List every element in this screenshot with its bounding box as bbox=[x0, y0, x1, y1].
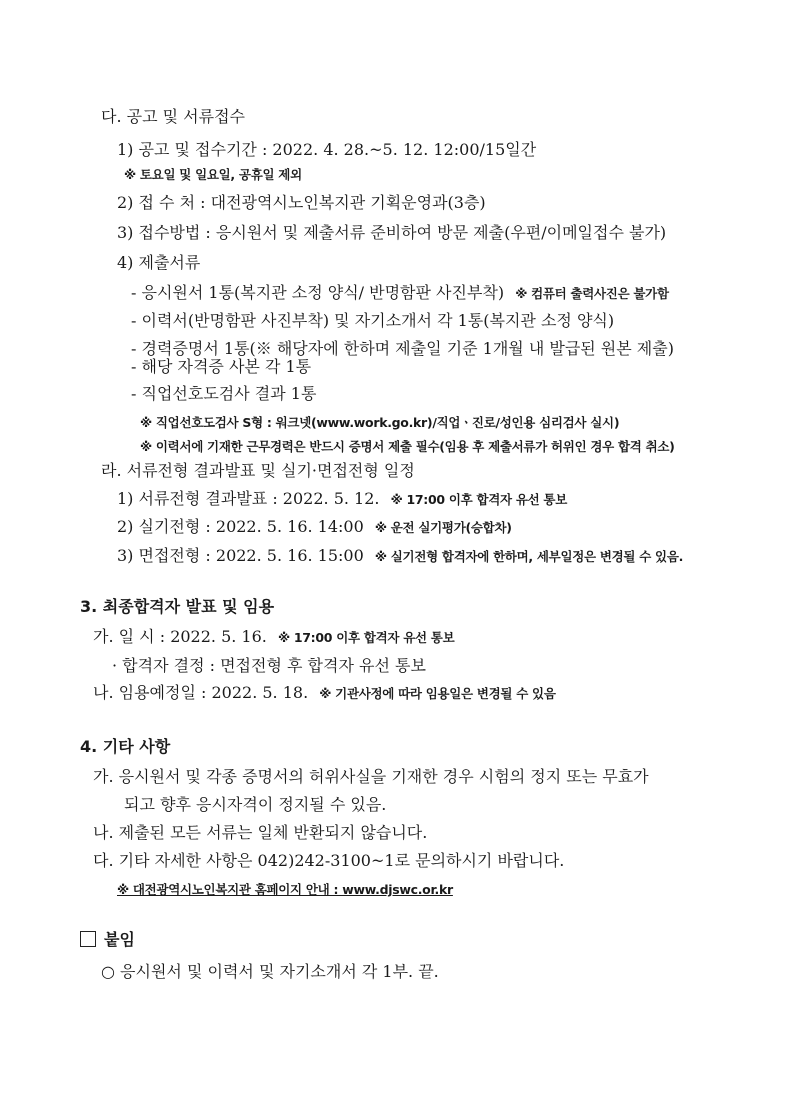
doc-note: ※ 컴퓨터 출력사진은 불가함 bbox=[515, 286, 669, 301]
schedule-text: 1) 서류전형 결과발표 : 2022. 5. 12. bbox=[117, 489, 380, 508]
doc-line bbox=[131, 339, 674, 359]
attachment-heading: 붙임 bbox=[104, 930, 135, 949]
section3-heading: 3. 최종합격자 발표 및 임용 bbox=[80, 597, 275, 616]
announce-date-note: ※ 17:00 이후 합격자 유선 통보 bbox=[277, 630, 455, 645]
schedule-item bbox=[117, 489, 567, 510]
appointment-date-item bbox=[93, 683, 556, 704]
schedule-note: ※ 실기전형 합격자에 한하며, 세부일정은 변경될 수 있음. bbox=[374, 549, 684, 564]
section-ra-heading: 라. 서류전형 결과발표 및 실기·면접전형 일정 bbox=[101, 461, 415, 480]
contact-item: 다. 기타 자세한 사항은 042)242-3100~1로 문의하시기 바랍니다. bbox=[93, 851, 565, 870]
schedule-item bbox=[117, 517, 512, 538]
doc-text: - 경력증명서 1통(※ 해당자에 한하며 제출일 기준 1개월 내 발급된 원본 제출) bbox=[131, 339, 674, 358]
decision-item: · 합격자 결정 : 면접전형 후 합격자 유선 통보 bbox=[112, 656, 426, 675]
documents-item: 4) 제출서류 bbox=[117, 253, 201, 272]
homepage-note: ※ 대전광역시노인복지관 홈페이지 안내 : www.djswc.or.kr bbox=[117, 882, 453, 897]
vocational-test-note: ※ 직업선호도검사 S형 : 워크넷(www.work.go.kr)/직업ㆍ진로/성인용 심리검사 실시) bbox=[140, 415, 620, 430]
doc-line bbox=[131, 283, 669, 304]
doc-text: - 해당 자격증 사본 각 1통 bbox=[131, 357, 312, 376]
doc-line bbox=[131, 384, 316, 404]
schedule-item bbox=[117, 546, 683, 567]
doc-text: - 응시원서 1통(복지관 소정 양식/ 반명함판 사진부착) bbox=[131, 283, 505, 302]
appointment-date-note: ※ 기관사정에 따라 임용일은 변경될 수 있음 bbox=[319, 686, 556, 701]
doc-line bbox=[131, 311, 614, 331]
false-info-item: 가. 응시원서 및 각종 증명서의 허위사실을 기재한 경우 시험의 정지 또는 무효가 bbox=[93, 767, 649, 786]
section4-heading: 4. 기타 사항 bbox=[80, 737, 171, 756]
schedule-text: 3) 면접전형 : 2022. 5. 16. 15:00 bbox=[117, 546, 364, 565]
career-note: ※ 이력서에 기재한 근무경력은 반드시 증명서 제출 필수(임용 후 제출서류가 허위인 경우 합격 취소) bbox=[140, 439, 675, 454]
attachment-heading-line bbox=[80, 930, 135, 950]
schedule-text: 2) 실기전형 : 2022. 5. 16. 14:00 bbox=[117, 517, 364, 536]
period-item: 1) 공고 및 접수기간 : 2022. 4. 28.~5. 12. 12:00/15일간 bbox=[117, 140, 537, 159]
doc-line bbox=[131, 357, 311, 377]
attachment-item: ○ 응시원서 및 이력서 및 자기소개서 각 1부. 끝. bbox=[101, 962, 439, 981]
receipt-method-item: 3) 접수방법 : 응시원서 및 제출서류 준비하여 방문 제출(우편/이메일접수 불가) bbox=[117, 223, 667, 242]
schedule-note: ※ 17:00 이후 합격자 유선 통보 bbox=[390, 492, 567, 507]
section-da-heading: 다. 공고 및 서류접수 bbox=[101, 107, 245, 126]
no-return-item: 나. 제출된 모든 서류는 일체 반환되지 않습니다. bbox=[93, 823, 428, 842]
false-info-item-cont: 되고 향후 응시자격이 정지될 수 있음. bbox=[124, 795, 387, 814]
receipt-place-item: 2) 접 수 처 : 대전광역시노인복지관 기획운영과(3층) bbox=[117, 193, 486, 212]
schedule-note: ※ 운전 실기평가(승합차) bbox=[374, 520, 512, 535]
announce-date-text: 가. 일 시 : 2022. 5. 16. bbox=[93, 627, 267, 646]
period-note: ※ 토요일 및 일요일, 공휴일 제외 bbox=[124, 167, 302, 182]
checkbox-icon bbox=[80, 931, 96, 947]
doc-text: - 직업선호도검사 결과 1통 bbox=[131, 384, 317, 403]
appointment-date-text: 나. 임용예정일 : 2022. 5. 18. bbox=[93, 683, 309, 702]
doc-text: - 이력서(반명함판 사진부착) 및 자기소개서 각 1통(복지관 소정 양식) bbox=[131, 311, 615, 330]
announce-date-item bbox=[93, 627, 454, 648]
